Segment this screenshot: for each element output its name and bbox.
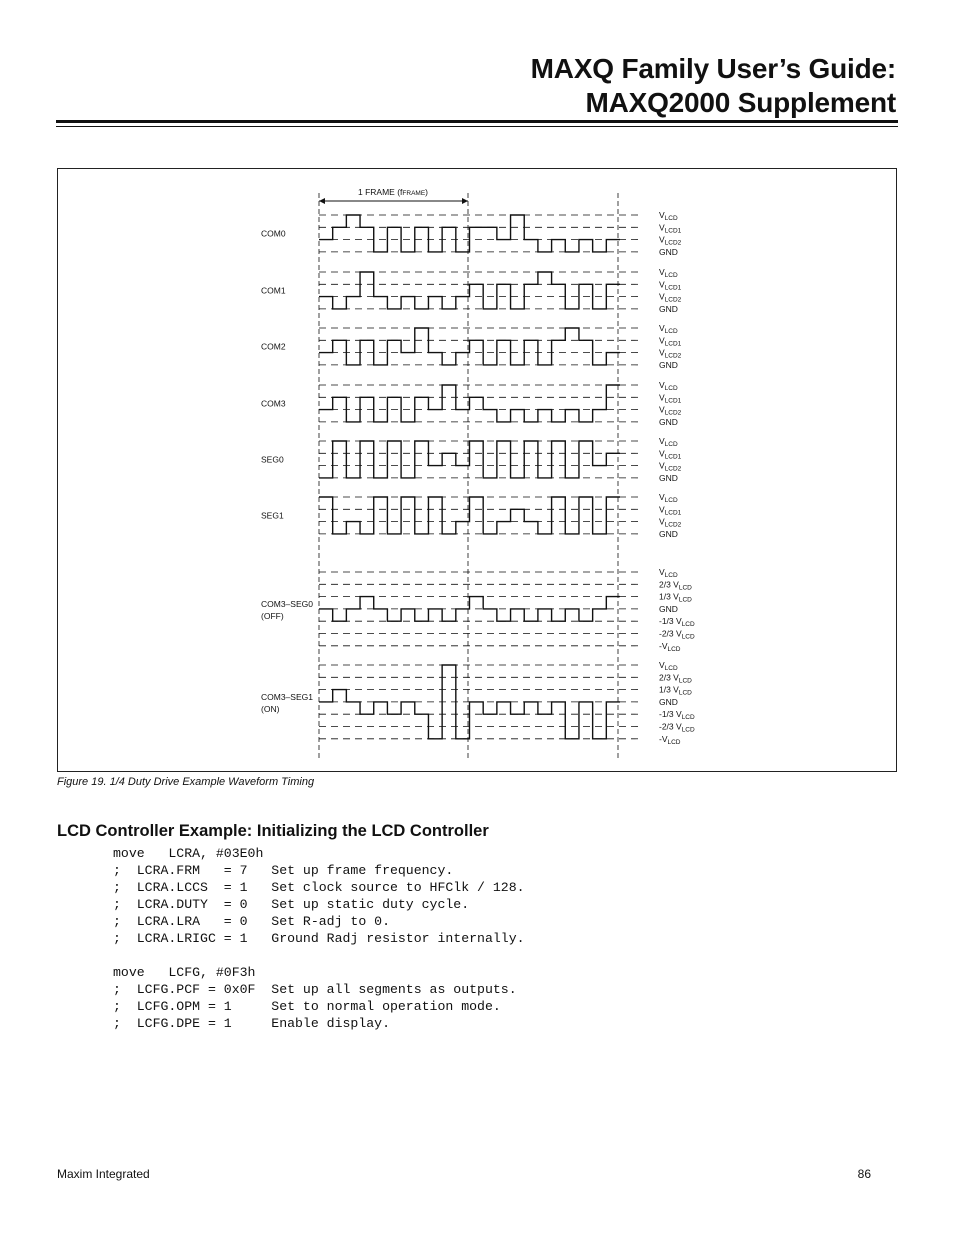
code-line: ; LCRA.DUTY = 0 Set up static duty cycle. xyxy=(113,897,470,912)
level-label: $V_{LCD}$ xyxy=(659,436,678,448)
signal-name: COM3–SEG0 xyxy=(261,598,313,609)
signal-waveform xyxy=(319,497,620,534)
signal-name: SEG1 xyxy=(261,510,284,521)
signal-name-state: (OFF) xyxy=(261,610,284,621)
document-title xyxy=(531,52,896,120)
level-label: GND xyxy=(659,303,678,314)
level-label: GND xyxy=(659,528,678,539)
level-label: $V_{LCD2}$ xyxy=(659,234,682,247)
level-label: GND xyxy=(659,359,678,370)
level-label: 1/3 $V_{LCD}$ xyxy=(659,591,692,604)
level-label: $V_{LCD2}$ xyxy=(659,516,682,529)
code-line xyxy=(113,947,525,964)
title-line-2: MAXQ2000 Supplement xyxy=(585,87,896,118)
level-label: $V_{LCD1}$ xyxy=(659,279,682,292)
signal-waveform xyxy=(319,328,620,365)
frame-arrow-head-right xyxy=(462,198,468,204)
level-label: 1/3 $V_{LCD}$ xyxy=(659,684,692,697)
figure-caption: Figure 19. 1/4 Duty Drive Example Waveform Timing xyxy=(57,776,315,788)
level-label: $V_{LCD1}$ xyxy=(659,222,682,235)
code-line: ; LCRA.LRIGC = 1 Ground Radj resistor internally. xyxy=(113,931,525,946)
level-label: GND xyxy=(659,472,678,483)
level-label: $V_{LCD1}$ xyxy=(659,448,682,461)
code-line: move LCRA, #03E0h xyxy=(113,846,264,861)
code-line: ; LCRA.LCCS = 1 Set clock source to HFClk / 128. xyxy=(113,880,525,895)
waveform-figure xyxy=(57,168,897,772)
level-label: $V_{LCD}$ xyxy=(659,567,678,579)
level-label: 2/3 $V_{LCD}$ xyxy=(659,672,692,685)
level-label: $V_{LCD2}$ xyxy=(659,460,682,473)
page-number: 86 xyxy=(857,1167,871,1181)
signal-name: COM2 xyxy=(261,341,286,352)
code-line: ; LCFG.PCF = 0x0F Set up all segments as outputs. xyxy=(113,982,517,997)
level-label: 2/3 $V_{LCD}$ xyxy=(659,579,692,592)
title-line-1: MAXQ Family User’s Guide: xyxy=(530,53,896,84)
code-line: move LCFG, #0F3h xyxy=(113,965,256,980)
level-label: $-V_{LCD}$ xyxy=(659,640,681,653)
section-heading: LCD Controller Example: Initializing the LCD Controller xyxy=(57,822,489,840)
level-label: -1/3 $V_{LCD}$ xyxy=(659,616,695,629)
signal-waveform xyxy=(319,441,620,478)
level-label: GND xyxy=(659,246,678,257)
level-label: $V_{LCD}$ xyxy=(659,660,678,672)
footer-company: Maxim Integrated xyxy=(57,1167,150,1181)
code-line: ; LCRA.LRA = 0 Set R-adj to 0. xyxy=(113,914,390,929)
level-label: GND xyxy=(659,416,678,427)
code-listing xyxy=(113,845,525,1032)
signal-waveform xyxy=(319,215,620,252)
level-label: -2/3 $V_{LCD}$ xyxy=(659,628,695,641)
signal-name: COM3–SEG1 xyxy=(261,691,313,702)
frame-arrow-head-left xyxy=(319,198,325,204)
header-rule-thin xyxy=(56,126,898,127)
level-label: $V_{LCD1}$ xyxy=(659,335,682,348)
level-label: $V_{LCD}$ xyxy=(659,323,678,335)
level-label: -2/3 $V_{LCD}$ xyxy=(659,721,695,734)
signal-name: COM0 xyxy=(261,228,286,239)
level-label: $V_{LCD2}$ xyxy=(659,291,682,304)
level-label: GND xyxy=(659,696,678,707)
level-label: $V_{LCD}$ xyxy=(659,210,678,222)
signal-waveform xyxy=(319,385,620,422)
level-label: $V_{LCD1}$ xyxy=(659,392,682,405)
level-label: $V_{LCD}$ xyxy=(659,492,678,504)
header-rule-thick xyxy=(56,120,898,123)
signal-name: SEG0 xyxy=(261,454,284,465)
code-line: ; LCFG.OPM = 1 Set to normal operation mode. xyxy=(113,999,501,1014)
signal-waveform xyxy=(319,597,620,622)
level-label: -1/3 $V_{LCD}$ xyxy=(659,709,695,722)
signal-name-state: (ON) xyxy=(261,703,280,714)
level-label: $V_{LCD}$ xyxy=(659,267,678,279)
signal-name: COM1 xyxy=(261,285,286,296)
level-label: $V_{LCD2}$ xyxy=(659,404,682,417)
waveform-diagram xyxy=(58,169,898,773)
code-line: ; LCRA.FRM = 7 Set up frame frequency. xyxy=(113,863,454,878)
signal-waveform xyxy=(319,272,620,309)
level-label: $V_{LCD1}$ xyxy=(659,504,682,517)
level-label: $-V_{LCD}$ xyxy=(659,733,681,746)
signal-name: COM3 xyxy=(261,398,286,409)
level-label: GND xyxy=(659,603,678,614)
level-label: $V_{LCD2}$ xyxy=(659,347,682,360)
code-line: ; LCFG.DPE = 1 Enable display. xyxy=(113,1016,390,1031)
level-label: $V_{LCD}$ xyxy=(659,380,678,392)
frame-label: 1 FRAME (fFRAME) xyxy=(358,187,428,197)
